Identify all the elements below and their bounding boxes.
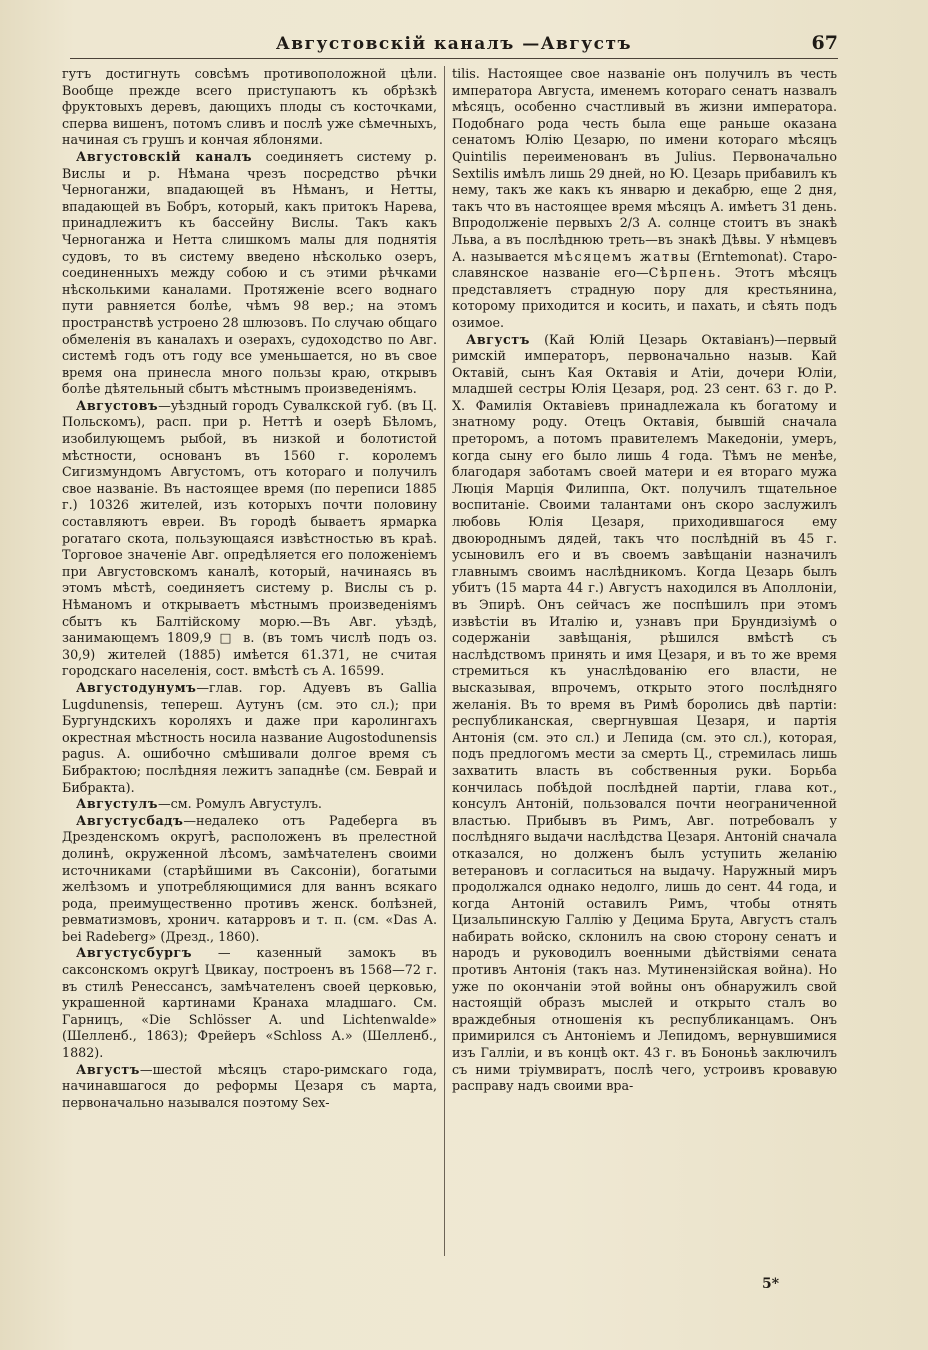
headword: Августъ [466,331,530,347]
right-column [452,66,837,1095]
column-divider [444,66,445,1256]
left-column [62,66,437,1111]
entry-text: tilis. Настоящее свое названіе онъ получилъ въ честь императора Августа, именемъ котораго сенатъ назвалъ мѣсяцъ, особенно счастливый въ жизни императора. Подобнаго рода честь была еще раньше оказана сенатомъ Юлію Цезарю, по имени котораго мѣсяцъ Quintilis переименованъ въ Julius. Первоначально Sextilis имѣлъ лишь 29 дней, но Ю. Цезарь прибавилъ къ нему, такъ же какъ къ январю и декабрю, еще 2 дня, такъ что въ настоящее время мѣсяцъ А. имѣетъ 31 день. Впродолженіе первыхъ 2/3 А. солнце стоитъ въ знакѣ Льва, а въ послѣднюю треть—въ знакѣ Дѣвы. У нѣмцевъ А. называется [452,66,837,264]
headword: Августовъ [76,397,159,413]
entry-augustulus [62,796,437,813]
headword: Августовскій каналъ [76,148,253,164]
entry-augustodunum [62,680,437,796]
headword: Августусбадъ [76,812,184,828]
paragraph-pruning: гутъ достигнуть совсѣмъ противоположной цѣли. Вообще прежде всего приступаютъ къ обрѣзкѣ фруктовыхъ деревъ, дающихъ плоды съ косточками, сперва вишенъ, потомъ сливъ и послѣ уже сѣмечныхъ, начиная съ грушъ и кончая яблонями. [62,66,437,148]
entry-text: —глав. гор. Адуевъ въ Gallia Lugdunensis, тепереш. Аутунъ (см. это сл.); при Бургундскихъ короляхъ и даже при каролингахъ окрестная мѣстность носила название Augostodunensis pagus. А. ошибочно смѣшивали долгое время съ Бибрактою; послѣдняя лежитъ западнѣе (см. Беврай и Бибракта). [62,679,437,795]
entry-text: —недалеко отъ Радеберга въ Дрезденскомъ округѣ, расположенъ въ прелестной долинѣ, окруженной лѣсомъ, замѣчателенъ своими источниками (старѣйшими въ Саксоніи), богатыми желѣзомъ и употребляющимися для ваннъ всякаго рода, преимущественно противъ женск. болѣзней, ревматизмовъ, хронич. катарровъ и т. п. (см. «Das A. bei Radeberg» (Дрезд., 1860). [62,812,437,944]
entry-augustow-canal [62,149,437,398]
entry-text: — казенный замокъ въ саксонскомъ округѣ Цвикау, построенъ въ 1568—72 г. въ стилѣ Ренессансъ, замѣчателенъ своей церковью, украшенной картинами Кранаха младшаго. См. Гарницъ, «Die Schlösser A. und Lichtenwalde» (Шелленб., 1863); Фрейеръ «Schloss A.» (Шелленб., 1882). [62,945,437,1061]
headword: Августодунумъ [76,679,197,695]
spaced-term: мѣсяцемъ жатвы [553,248,692,264]
headword: Августъ [76,1061,140,1077]
entry-augustus-emperor [452,332,837,1095]
header-title: Августовскій каналъ —Августъ [275,34,633,54]
headword: Августулъ [76,796,158,812]
entry-august-month [62,1062,437,1112]
entry-augustusburg [62,945,437,1061]
entry-augustusbad [62,813,437,946]
entry-augustow [62,398,437,680]
signature-mark: 5* [762,1276,780,1292]
entry-text: . Этотъ мѣсяцъ представляетъ страдную пору для крестьянина, которому приходится и косить, и пахать, и сѣять подъ озимое. [452,265,838,330]
entry-text: (Erntemonat). Старо-славянское названіе его— [452,248,838,281]
running-header [70,30,838,59]
spaced-term: Сѣрпень [648,265,717,281]
entry-text: соединяетъ систему р. Вислы и р. Нѣмана чрезъ посредство рѣчки Черноганжи, впадающей въ Нѣманъ, и Нетты, впадающей въ Бобръ, который, какъ притокъ Нарева, принадлежитъ къ бассейну Вислы. Такъ какъ Черноганжа и Нетта слишкомъ малы для поднятія судовъ, то въ систему введено нѣсколько озеръ, соединенныхъ между собою и съ этими рѣчками нѣсколькими каналами. Протяженіе всего воднаго пути равняется болѣе, чѣмъ 98 вер.; на этомъ пространствѣ устроено 28 шлюзовъ. По случаю общаго обмеленія въ каналахъ и озерахъ, судоходство по Авг. системѣ годъ отъ году все уменьшается, но въ свое время она принесла много пользы краю, открывъ болѣе дѣятельный сбытъ мѣстнымъ произведеніямъ. [62,148,437,397]
entry-text: —уѣздный городъ Сувалкской губ. (въ Ц. Польскомъ), расп. при р. Неттѣ и озерѣ Бѣломъ, изобилующемъ рыбой, въ низкой и болотистой мѣстности, основанъ въ 1560 г. королемъ Сигизмундомъ Августомъ, отъ котораго и получилъ свое названіе. Въ настоящее время (по переписи 1885 г.) 10326 жителей, изъ которыхъ почти половину составляютъ евреи. Въ городѣ бываетъ ярмарка рогатаго скота, пользующаяся извѣстностью въ краѣ. Торговое значеніе Авг. опредѣляется его положеніемъ при Августовскомъ каналѣ, который, начинаясь въ этомъ мѣстѣ, соединяетъ систему р. Вислы съ р. Нѣманомъ и открываетъ мѣстнымъ произведеніямъ сбытъ къ Балтійскому морю.—Въ Авг. уѣздѣ, занимающемъ 1809,9 □ в. (въ томъ числѣ подъ оз. 30,9) жителей (1885) имѣется 61.371, не считая городскаго населенія, сост. вмѣстѣ съ А. 16599. [62,397,437,679]
entry-text: (Кай Юлій Цезарь Октавіанъ)—первый римскій императоръ, первоначально назыв. Кай Октавій, сынъ Кая Октавія и Атіи, дочери Юліи, младшей сестры Юлія Цезаря, род. 23 сент. 63 г. до Р. Х. Фамилія Октавіевъ принадлежала къ богатому и знатному роду. Отецъ Октавія, бывшій сначала преторомъ, а потомъ правителемъ Македоніи, умеръ, когда сыну его было лишь 4 года. Тѣмъ не менѣе, благодаря заботамъ своей матери и ея втораго мужа Люція Марція Филиппа, Окт. получилъ тщательное воспитаніе. Своими талантами онъ скоро заслужилъ любовь Юлія Цезаря, приходившагося ему двоюроднымъ дядей, такъ что послѣдній въ 45 г. усыновилъ его и въ своемъ завѣщаніи назначилъ главнымъ своимъ наслѣдникомъ. Когда Цезарь былъ убитъ (15 марта 44 г.) Августъ находился въ Аполлоніи, въ Эпирѣ. Онъ сейчасъ же поспѣшилъ при этомъ извѣстіи въ Италію и, узнавъ при Брундизіумѣ о содержаніи завѣщанія, рѣшился вмѣстѣ съ наслѣдствомъ принять и имя Цезаря, и въ то же время стремиться къ унаслѣдованію его власти, не высказывая, впрочемъ, открыто этого послѣдняго желанія. Въ то время въ Римѣ боролись двѣ партіи: республиканская, свергнувшая Цезаря, и партія Антонія (см. это сл.) и Лепида (см. это сл.), которая, подъ предлогомъ мести за смерть Ц., стремилась лишь захватить власть въ собственныя руки. Борьба кончилась побѣдой послѣдней партіи, глава кот., консулъ Антоній, пользовался почти неограниченной властью. Прибывъ въ Римъ, Авг. потребовалъ у послѣдняго выдачи наслѣдства Цезаря. Антоній сначала отказался, но долженъ былъ уступить желанію ветерановъ и согласиться на выдачу. Наружный миръ продолжался однако недолго, лишь до сент. 44 года, и когда Антоній оставилъ Римъ, чтобы отнять Цизальпинскую Галлію у Децима Брута, Августъ сталъ набирать войско, склонилъ на свою сторону сенатъ и народъ и руководилъ военными дѣйствіями сената противъ Антонія (такъ наз. Мутинензійская война). Но уже по окончаніи этой войны онъ обнаружилъ свой настоящій образъ мыслей и открыто сталъ во враждебныя отношенія къ республиканцамъ. Онъ примирился съ Антоніемъ и Лепидомъ, вернувшимися изъ Галліи, и въ концѣ окт. 43 г. въ Бононьѣ заключилъ съ ними тріумвиратъ, послѣ чего, устроивъ кровавую расправу надъ своими вра- [452,331,837,1094]
entry-text: —шестой мѣсяцъ старо-римскаго года, начинавшагося до реформы Цезаря съ марта, первоначально назывался поэтому Sex- [62,1061,437,1110]
entry-august-month-cont [452,66,837,332]
entry-text: —см. Ромулъ Августулъ. [157,796,322,812]
headword: Августусбургъ [76,945,192,961]
page-number: 67 [811,32,838,54]
